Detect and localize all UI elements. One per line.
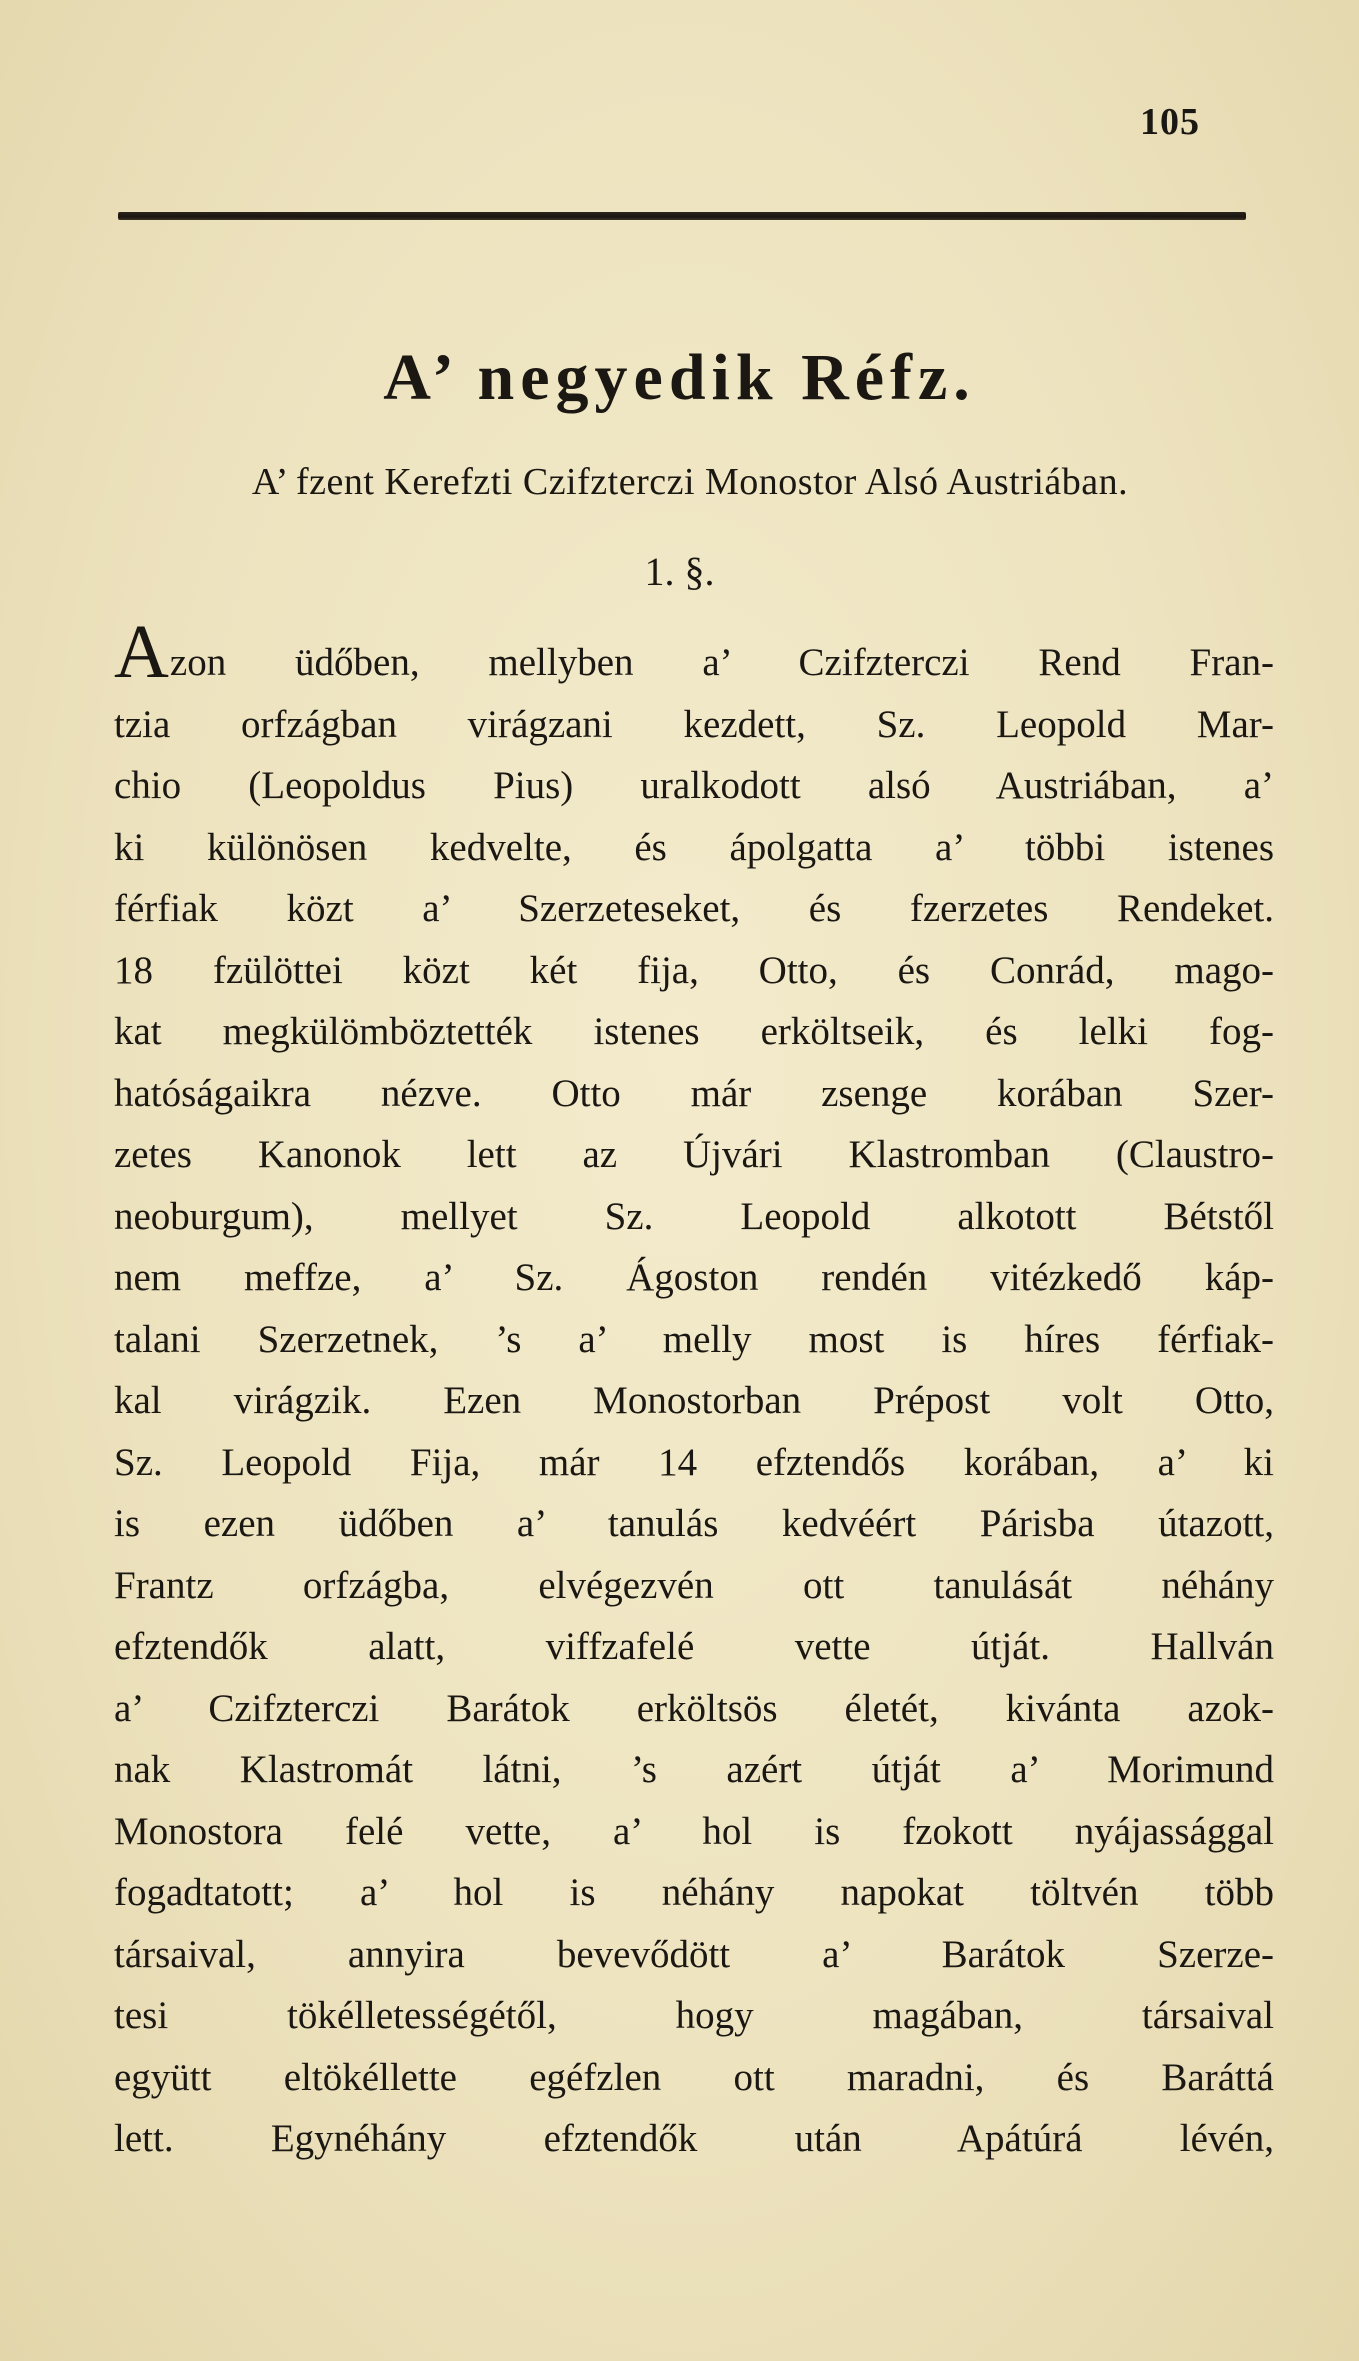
drop-cap: A	[114, 610, 169, 694]
text-line: is ezen üdőben a’ tanulás kedvéért Párisba útazott,	[114, 1502, 1274, 1545]
text-line: a’ Czifzterczi Barátok erköltsös életét, kivánta azok-	[114, 1686, 1274, 1730]
text-line: chio (Leopoldus Pius) uralkodott alsó Austriában, a’	[114, 764, 1274, 807]
section-mark: 1. §.	[644, 549, 715, 594]
header-rule	[118, 212, 1246, 220]
text-line: Monostora felé vette, a’ hol is fzokott nyájassággal	[114, 1809, 1274, 1853]
text-line: lett. Egynéhány efztendők után Apátúrá lévén,	[114, 2117, 1274, 2160]
page-number: 105	[1140, 101, 1200, 143]
text-line: efztendők alatt, viffzafelé vette útját. Hallván	[114, 1625, 1274, 1668]
text-line: zetes Kanonok lett az Újvári Klastromban (Claustro-	[114, 1133, 1274, 1176]
text-line: fogadtatott; a’ hol is néhány napokat töltvén több	[114, 1871, 1274, 1914]
text-line: neoburgum), mellyet Sz. Leopold alkotott Bétstől	[114, 1194, 1274, 1238]
text-line: Frantz orfzágba, elvégezvén ott tanulását néhány	[114, 1563, 1274, 1607]
text-line: ki különösen kedvelte, és ápolgatta a’ többi istenes	[114, 825, 1274, 869]
text-line: kat megkülömböztették istenes erköltseik, és lelki fog-	[114, 1010, 1274, 1053]
text-line-content: zon üdőben, mellyben a’ Czifzterczi Rend Fran-	[169, 641, 1274, 684]
text-line	[114, 610, 1274, 694]
chapter-title: A’ negyedik Réfz.	[383, 341, 976, 414]
chapter-subtitle: A’ fzent Kerefzti Czifzterczi Monostor Alsó Austriában.	[251, 461, 1129, 503]
text-line: talani Szerzetnek, ’s a’ melly most is híres férfiak-	[114, 1317, 1274, 1361]
text-line: hatóságaikra nézve. Otto már zsenge korában Szer-	[114, 1071, 1274, 1115]
text-line: 18 fzülöttei közt két fija, Otto, és Conrád, mago-	[114, 948, 1274, 992]
text-line: tesi tökélletességétől, hogy magában, társaival	[114, 1994, 1274, 2037]
text-line: férfiak közt a’ Szerzeteseket, és fzerzetes Rendeket.	[114, 887, 1274, 930]
body-text	[114, 610, 1274, 2170]
text-line: együtt eltökéllette egéfzlen ott maradni, és Baráttá	[114, 2055, 1274, 2099]
text-line: tzia orfzágban virágzani kezdett, Sz. Leopold Mar-	[114, 702, 1274, 746]
text-line: nem meffze, a’ Sz. Ágoston rendén vitézkedő káp-	[114, 1256, 1274, 1299]
text-line: nak Klastromát látni, ’s azért útját a’ Morimund	[114, 1748, 1274, 1791]
text-line: kal virágzik. Ezen Monostorban Prépost volt Otto,	[114, 1379, 1274, 1422]
text-line: társaival, annyira bevevődött a’ Barátok Szerze-	[114, 1932, 1274, 1976]
text-line: Sz. Leopold Fija, már 14 efztendős korában, a’ ki	[114, 1440, 1274, 1484]
